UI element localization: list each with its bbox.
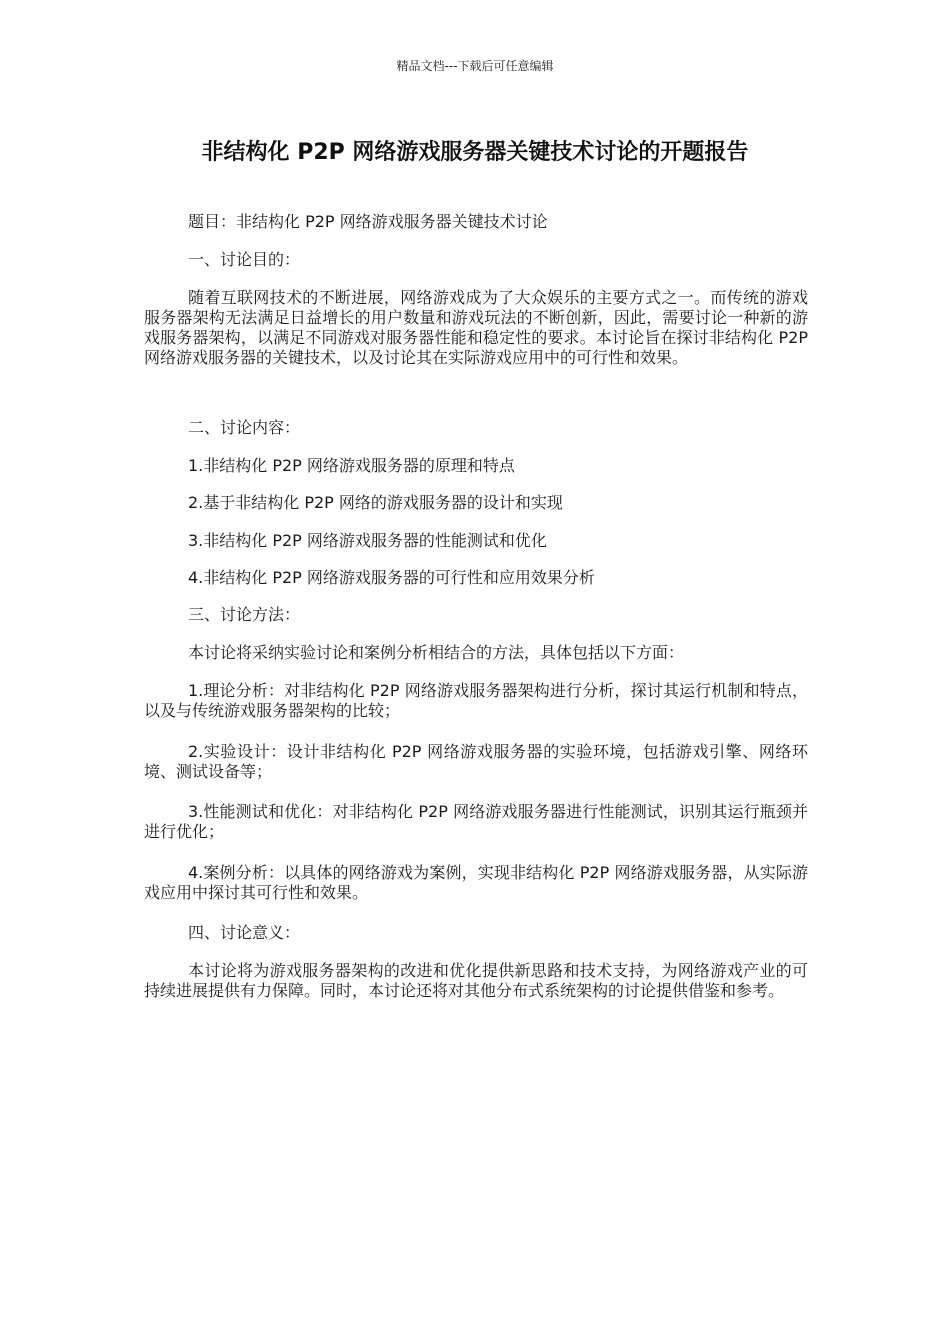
- content-item-4: 4.非结构化 P2P 网络游戏服务器的可行性和应用效果分析: [188, 568, 595, 587]
- content-item-3: 3.非结构化 P2P 网络游戏服务器的性能测试和优化: [188, 531, 547, 550]
- header-note: 精品文档---下载后可任意编辑: [396, 59, 554, 73]
- purpose-paragraph: 随着互联网技术的不断进展，网络游戏成为了大众娱乐的主要方式之一。而传统的游戏服务器架构无法满足日益增长的用户数量和游戏玩法的不断创新，因此，需要讨论一种新的游戏服务器架构，以满足不同游戏对服务器性能和稳定性的要求。本讨论旨在探讨非结构化 P2P 网络游戏服务器的关键技术，以及讨论其在实际游戏应用中的可行性和效果。: [144, 288, 808, 367]
- topic-line: 题目：非结构化 P2P 网络游戏服务器关键技术讨论: [188, 212, 548, 231]
- content-item-1: 1.非结构化 P2P 网络游戏服务器的原理和特点: [188, 456, 515, 475]
- method-item-2: 2.实验设计：设计非结构化 P2P 网络游戏服务器的实验环境，包括游戏引擎、网络环境、测试设备等；: [144, 742, 808, 781]
- section-heading-purpose: 一、讨论目的：: [188, 250, 301, 269]
- section-heading-significance: 四、讨论意义：: [188, 923, 301, 942]
- document-title: 非结构化 P2P 网络游戏服务器关键技术讨论的开题报告: [201, 140, 749, 165]
- content-item-2: 2.基于非结构化 P2P 网络的游戏服务器的设计和实现: [188, 493, 563, 512]
- section-heading-method: 三、讨论方法：: [188, 605, 301, 624]
- method-item-3: 3.性能测试和优化：对非结构化 P2P 网络游戏服务器进行性能测试，识别其运行瓶颈并进行优化；: [144, 802, 808, 841]
- method-intro: 本讨论将采纳实验讨论和案例分析相结合的方法，具体包括以下方面：: [188, 643, 685, 662]
- significance-paragraph: 本讨论将为游戏服务器架构的改进和优化提供新思路和技术支持，为网络游戏产业的可持续进展提供有力保障。同时，本讨论还将对其他分布式系统架构的讨论提供借鉴和参考。: [144, 961, 808, 1000]
- method-item-4: 4.案例分析：以具体的网络游戏为案例，实现非结构化 P2P 网络游戏服务器，从实际游戏应用中探讨其可行性和效果。: [144, 863, 808, 902]
- method-item-1: 1.理论分析：对非结构化 P2P 网络游戏服务器架构进行分析，探讨其运行机制和特点，以及与传统游戏服务器架构的比较；: [144, 681, 808, 720]
- section-heading-content: 二、讨论内容：: [188, 418, 301, 437]
